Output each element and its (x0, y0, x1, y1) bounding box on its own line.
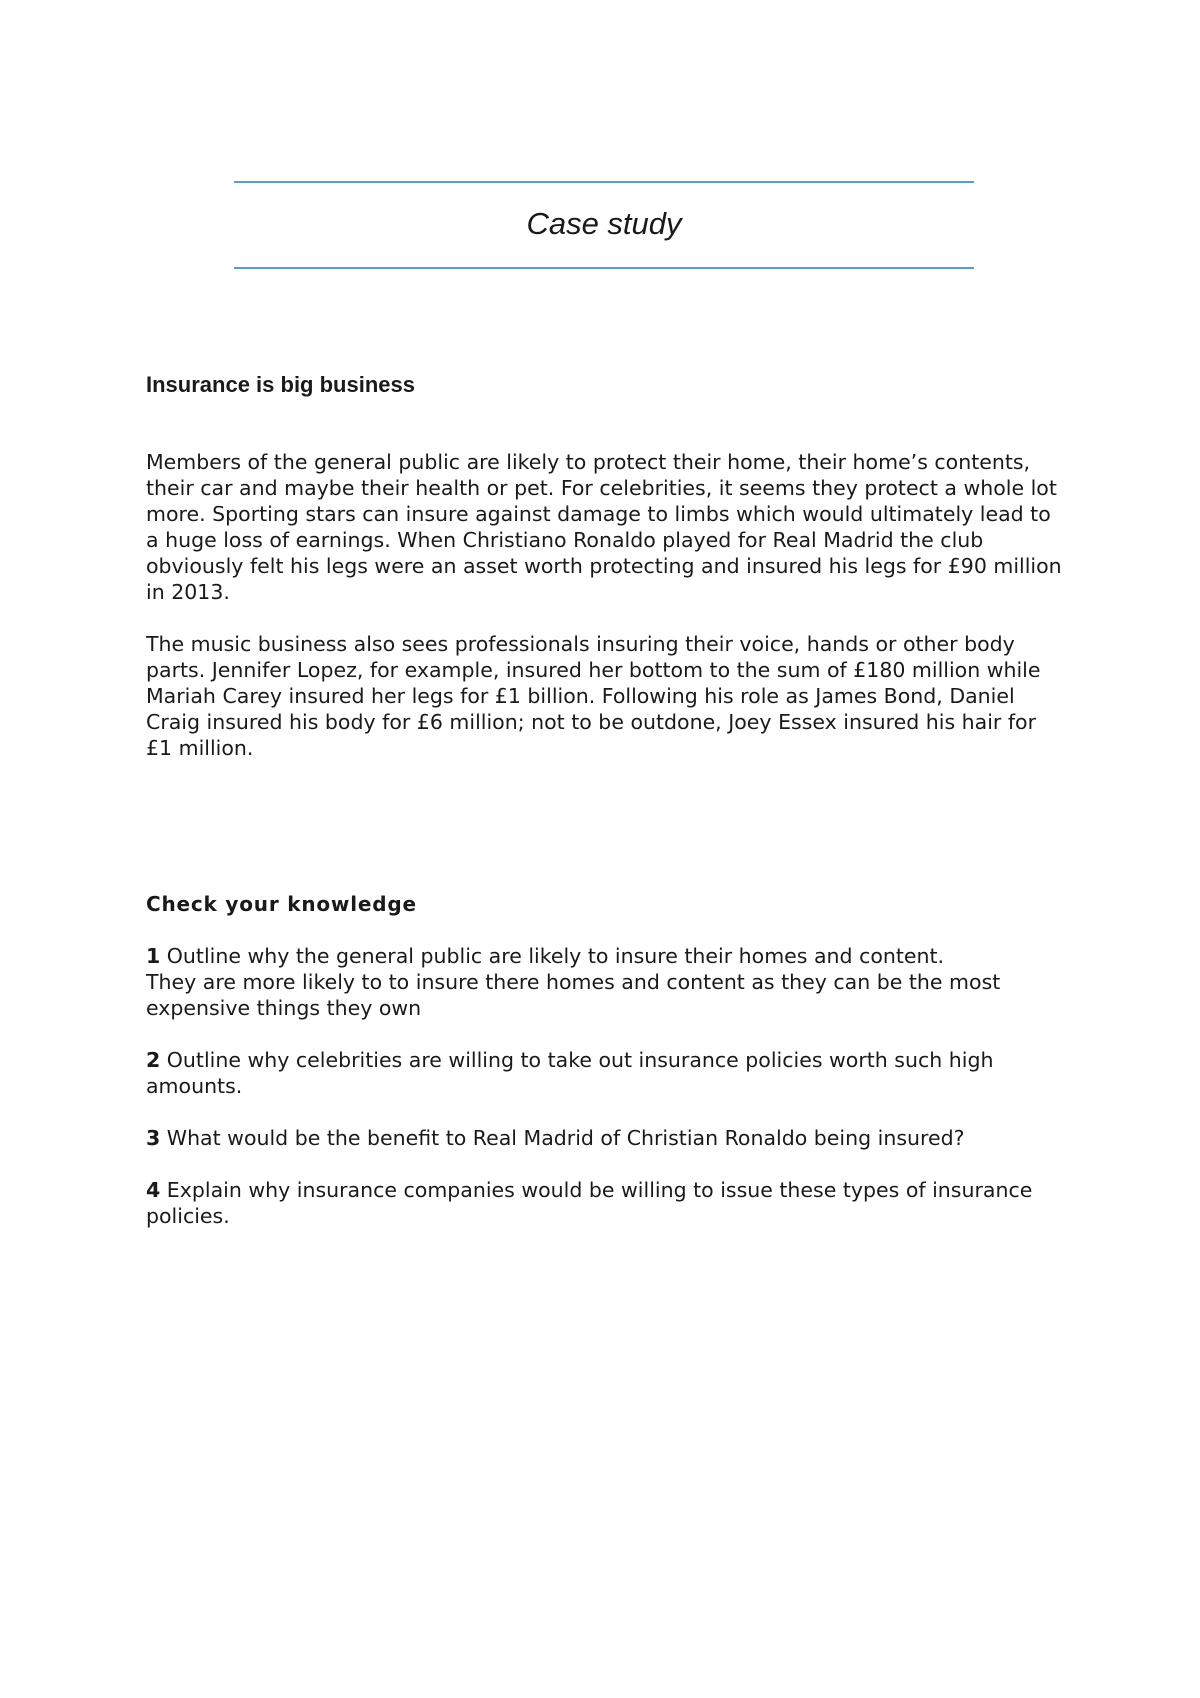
question-text: Outline why the general public are likely to insure their homes and content. (166, 944, 945, 968)
question-number: 4 (146, 1178, 161, 1202)
question-1 (146, 943, 1066, 1021)
page-title: Case study (526, 206, 682, 241)
title-bottom-rule (234, 267, 974, 269)
question-text: Outline why celebrities are willing to take out insurance policies worth such high amounts. (146, 1048, 994, 1098)
body-paragraph-2: The music business also sees professionals insuring their voice, hands or other body parts. Jennifer Lopez, for example, insured her bottom to the sum of £180 million while Mariah Carey insured her legs for £1 billion. Following his role as James Bond, Daniel Craig insured his body for £6 million; not to be outdone, Joey Essex insured his hair for £1 million. (146, 632, 1041, 760)
knowledge-heading: Check your knowledge (146, 892, 417, 916)
title-top-rule (234, 181, 974, 183)
section-heading: Insurance is big business (146, 372, 415, 397)
question-4 (146, 1177, 1066, 1229)
question-answer: They are more likely to to insure there homes and content as they can be the most expensive things they own (146, 970, 1001, 1020)
question-2 (146, 1047, 1066, 1099)
question-3 (146, 1125, 1066, 1151)
body-paragraph-1: Members of the general public are likely to protect their home, their home’s contents, their car and maybe their health or pet. For celebrities, it seems they protect a whole lot more. Sporting stars can insure against damage to limbs which would ultimately lead to a huge loss of earnings. When Christiano Ronaldo played for Real Madrid the club obviously felt his legs were an asset worth protecting and insured his legs for £90 million in 2013. (146, 450, 1062, 604)
question-number: 2 (146, 1048, 161, 1072)
question-text: Explain why insurance companies would be willing to issue these types of insurance policies. (146, 1178, 1033, 1228)
question-number: 1 (146, 944, 161, 968)
question-number: 3 (146, 1126, 161, 1150)
question-text: What would be the benefit to Real Madrid of Christian Ronaldo being insured? (166, 1126, 965, 1150)
